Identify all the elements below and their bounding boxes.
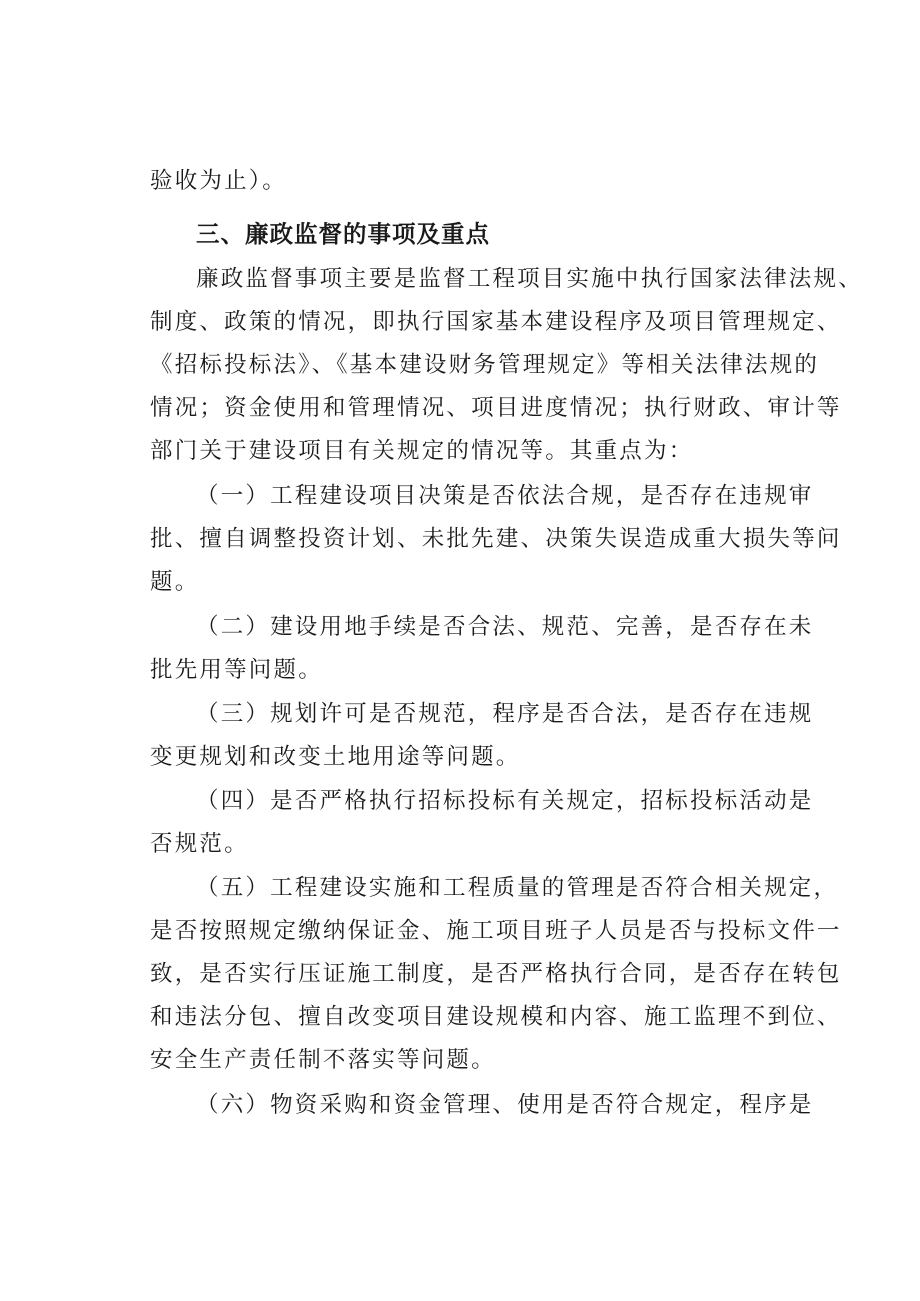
paragraph-line: 部门关于建设项目有关规定的情况等。其重点为： (150, 438, 694, 464)
list-item-line: 和违法分包、擅自改变项目建设规模和内容、施工监理不到位、 (150, 1004, 842, 1030)
list-item-line: 题。 (150, 569, 200, 595)
list-item-line: 批、擅自调整投资计划、未批先建、决策失误造成重大损失等问 (150, 526, 842, 552)
list-item-line: （四）是否严格执行招标投标有关规定，招标投标活动是 (196, 788, 814, 814)
paragraph-line: 《招标投标法》、《基本建设财务管理规定》等相关法律法规的 (150, 352, 820, 378)
list-item-line: （五）工程建设实施和工程质量的管理是否符合相关规定， (196, 875, 839, 901)
paragraph-line: 验收为止）。 (150, 168, 287, 194)
list-item-line: 致，是否实行压证施工制度，是否严格执行合同，是否存在转包 (150, 961, 842, 987)
list-item-line: （二）建设用地手续是否合法、规范、完善，是否存在未 (196, 614, 814, 640)
section-heading: 三、廉政监督的事项及重点 (196, 220, 490, 248)
paragraph-line: 制度、政策的情况，即执行国家基本建设程序及项目管理规定、 (150, 309, 842, 335)
list-item-line: 变更规划和改变土地用途等问题。 (150, 744, 521, 770)
list-item-line: 批先用等问题。 (150, 657, 323, 683)
list-item-line: （六）物资采购和资金管理、使用是否符合规定，程序是 (196, 1092, 814, 1118)
list-item-line: 安全生产责任制不落实等问题。 (150, 1047, 496, 1073)
paragraph-line: 廉政监督事项主要是监督工程项目实施中执行国家法律法规、 (196, 266, 863, 292)
list-item-line: 是否按照规定缴纳保证金、施工项目班子人员是否与投标文件一 (150, 918, 842, 944)
list-item-line: （三）规划许可是否规范，程序是否合法，是否存在违规 (196, 701, 814, 727)
list-item-line: （一）工程建设项目决策是否依法合规，是否存在违规审 (196, 483, 814, 509)
list-item-line: 否规范。 (150, 831, 249, 857)
paragraph-line: 情况；资金使用和管理情况、项目进度情况；执行财政、审计等 (150, 395, 842, 421)
